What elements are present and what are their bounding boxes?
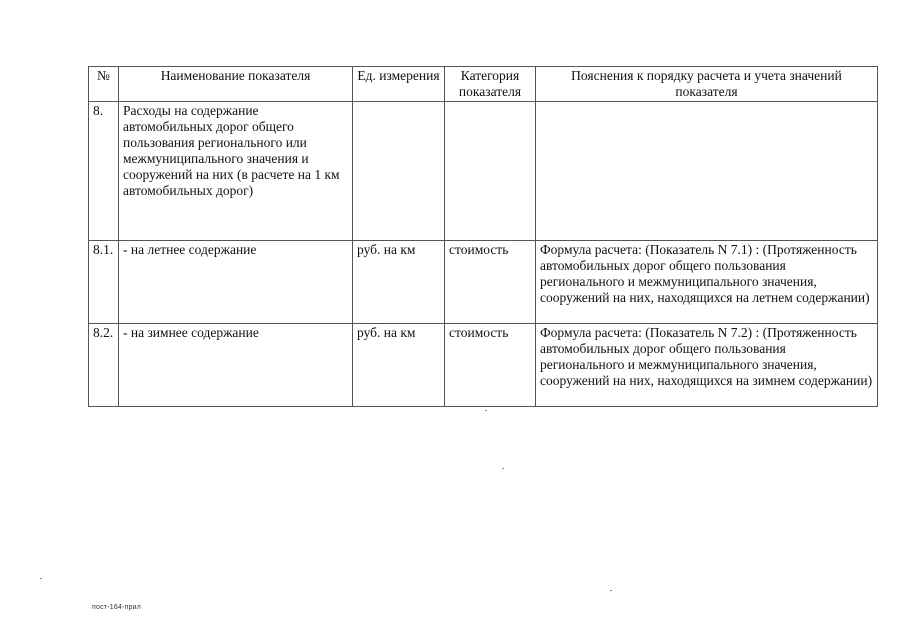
row-unit: руб. на км	[353, 241, 445, 324]
header-num: №	[89, 67, 119, 102]
row-name: Расходы на содержание автомобильных дорог общего пользования регионального или межмуниципального значения и сооружений на них (в расчете на 1 км автомобильных дорог)	[119, 102, 353, 241]
header-category: Категория показателя	[445, 67, 536, 102]
row-num: 8.	[89, 102, 119, 241]
row-category: стоимость	[445, 241, 536, 324]
row-num: 8.2.	[89, 324, 119, 407]
scan-speck	[610, 590, 612, 591]
row-explanation: Формула расчета: (Показатель N 7.1) : (Протяженность автомобильных дорог общего пользования регионального и межмуниципального значения, сооружений на них, находящихся на летнем содержании)	[536, 241, 878, 324]
table-row	[89, 324, 878, 407]
indicators-table	[88, 66, 878, 407]
header-name: Наименование показателя	[119, 67, 353, 102]
row-name: - на летнее содержание	[119, 241, 353, 324]
table-row	[89, 241, 878, 324]
footer-note: пост-164-прил	[92, 604, 142, 611]
row-name: - на зимнее содержание	[119, 324, 353, 407]
row-unit: руб. на км	[353, 324, 445, 407]
scan-speck	[485, 410, 487, 411]
row-category: стоимость	[445, 324, 536, 407]
table-header-row	[89, 67, 878, 102]
scan-speck	[40, 578, 42, 579]
row-explanation	[536, 102, 878, 241]
header-explanation: Пояснения к порядку расчета и учета значений показателя	[536, 67, 878, 102]
scan-speck	[502, 468, 504, 469]
header-unit: Ед. измерения	[353, 67, 445, 102]
row-explanation: Формула расчета: (Показатель N 7.2) : (Протяженность автомобильных дорог общего пользования регионального и межмуниципального значения, сооружений на них, находящихся на зимнем содержании)	[536, 324, 878, 407]
row-category	[445, 102, 536, 241]
table-row	[89, 102, 878, 241]
row-unit	[353, 102, 445, 241]
row-num: 8.1.	[89, 241, 119, 324]
